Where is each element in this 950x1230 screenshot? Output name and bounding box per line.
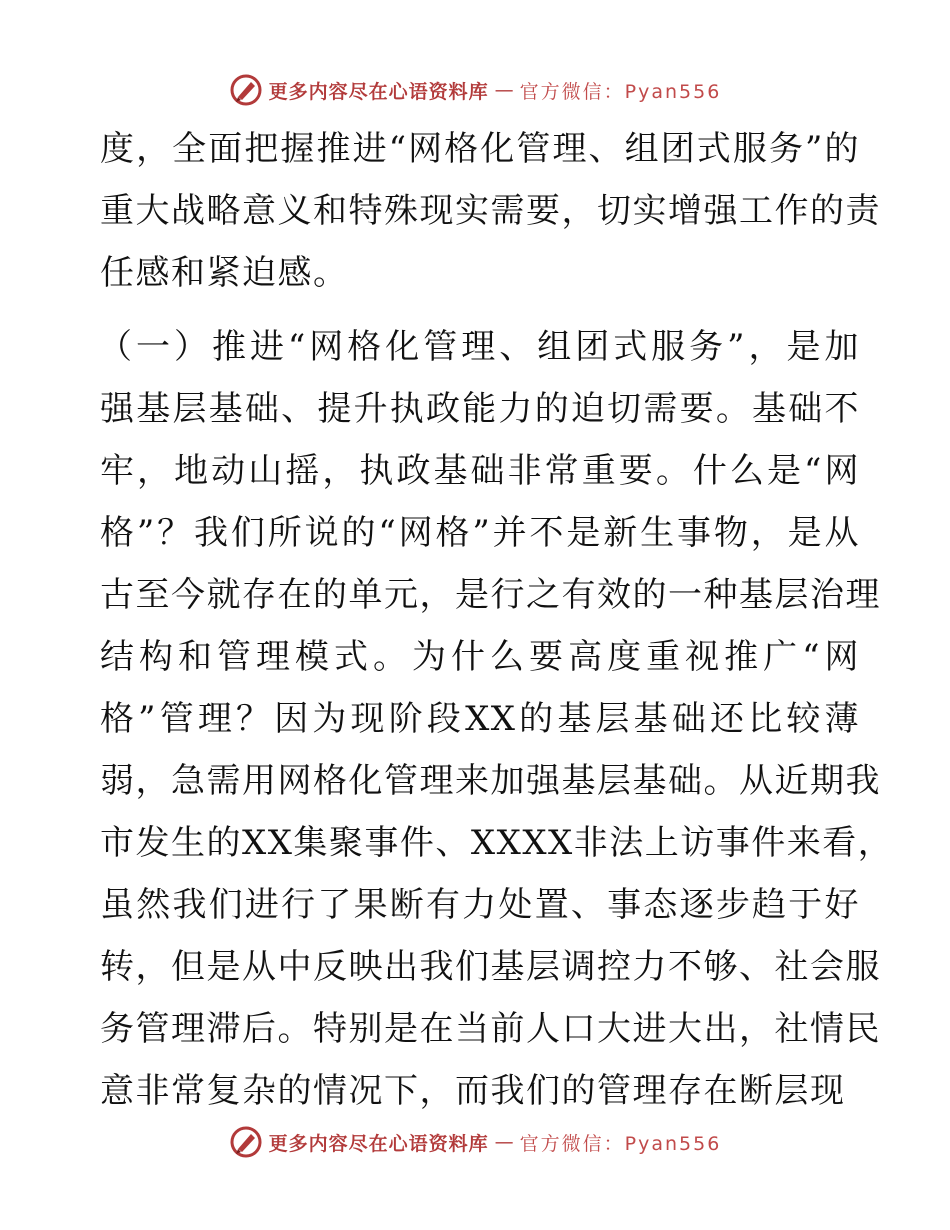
footer-watermark xyxy=(0,1122,950,1162)
text-line: 意非常复杂的情况下，而我们的管理存在断层现 xyxy=(100,1071,846,1111)
watermark-main-text: 更多内容尽在心语资料库 xyxy=(268,1132,489,1155)
text-line: 牢，地动山摇，执政基础非常重要。什么是“网 xyxy=(100,451,860,491)
text-line: 度，全面把握推进“网格化管理、组团式服务”的 xyxy=(100,129,860,169)
text-line: 务管理滞后。特别是在当前人口大进大出，社情民 xyxy=(100,1009,881,1049)
text-line: 强基层基础、提升执政能力的迫切需要。基础不 xyxy=(100,389,860,429)
watermark-wechat-text: 官方微信：Pyan556 xyxy=(519,80,722,103)
document-body xyxy=(98,118,894,1122)
text-line: （一）推进“网格化管理、组团式服务”，是加 xyxy=(98,327,860,367)
text-line: 古至今就存在的单元，是行之有效的一种基层治理 xyxy=(100,575,881,615)
watermark-dash: — xyxy=(494,79,514,101)
text-line: 转，但是从中反映出我们基层调控力不够、社会服 xyxy=(100,947,881,987)
watermark-wechat-text: 官方微信：Pyan556 xyxy=(519,1132,722,1155)
watermark-main-text: 更多内容尽在心语资料库 xyxy=(268,80,489,103)
text-line: 格”？我们所说的“网格”并不是新生事物，是从 xyxy=(100,513,860,553)
text-line: 虽然我们进行了果断有力处置、事态逐步趋于好 xyxy=(100,885,860,925)
paragraph xyxy=(100,118,881,304)
header-watermark xyxy=(0,70,950,110)
text-line: 弱，急需用网格化管理来加强基层基础。从近期我 xyxy=(100,761,881,801)
text-line: 结构和管理模式。为什么要高度重视推广“网 xyxy=(100,637,860,677)
text-line: 重大战略意义和特殊现实需要，切实增强工作的责 xyxy=(100,191,881,231)
watermark-dash: — xyxy=(494,1131,514,1153)
text-line: 格”管理？因为现阶段XX的基层基础还比较薄 xyxy=(100,699,860,739)
text-line: 市发生的XX集聚事件、XXXX非法上访事件来看， xyxy=(100,823,894,863)
pen-logo-icon xyxy=(229,73,263,107)
text-line: 任感和紧迫感。 xyxy=(100,253,349,293)
pen-logo-icon xyxy=(229,1125,263,1159)
paragraph xyxy=(98,316,894,1122)
